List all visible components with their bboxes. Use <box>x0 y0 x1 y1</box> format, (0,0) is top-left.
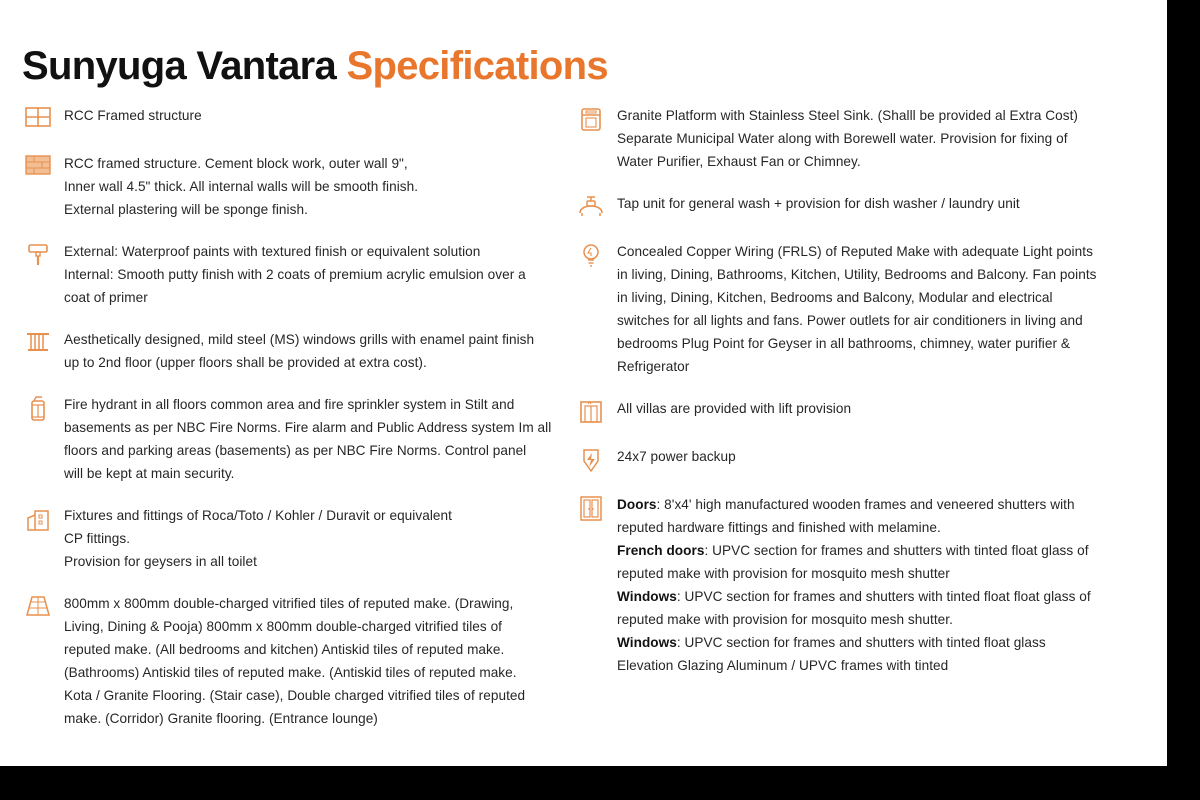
specification-text <box>617 493 1135 677</box>
specification-line-label: Windows <box>617 589 677 604</box>
elevator-icon <box>575 400 607 426</box>
specification-line-label: Windows <box>617 635 677 650</box>
specification-line: Tap unit for general wash + provision for dish washer / laundry unit <box>617 196 1020 211</box>
sanitary-fixtures-icon <box>22 507 54 533</box>
water-tap-icon <box>575 195 607 221</box>
specification-line: reputed hardware fittings and finished with melamine. <box>617 520 941 535</box>
specification-line: make. (Corridor) Granite flooring. (Entrance lounge) <box>64 711 378 726</box>
specification-line: (Bathrooms) Antiskid tiles of reputed make. (Antiskid tiles of reputed make. <box>64 665 517 680</box>
specification-line: 24x7 power backup <box>617 449 736 464</box>
specification-line: Water Purifier, Exhaust Fan or Chimney. <box>617 154 861 169</box>
specification-line: basements as per NBC Fire Norms. Fire alarm and Public Address system Im all <box>64 420 552 435</box>
kitchen-stove-icon <box>575 107 607 133</box>
specification-line: floors and parking areas (basements) as per NBC Fire Norms. Control panel <box>64 443 527 458</box>
specification-line: will be kept at main security. <box>64 466 235 481</box>
specification-text <box>617 104 1135 173</box>
floor-tiles-icon <box>22 595 54 621</box>
specification-item <box>575 445 1135 474</box>
specification-line: External: Waterproof paints with textured finish or equivalent solution <box>64 244 481 259</box>
specification-line: Inner wall 4.5" thick. All internal walls will be smooth finish. <box>64 179 419 194</box>
specification-line: in living, Dining, Kitchen, Bedrooms and Balcony, Modular and electrical <box>617 290 1053 305</box>
specification-text <box>64 504 567 573</box>
specification-text <box>617 397 1135 420</box>
specification-line: RCC framed structure. Cement block work, outer wall 9", <box>64 156 408 171</box>
specification-item <box>22 328 567 374</box>
specification-item <box>22 393 567 485</box>
specification-line-label: Doors <box>617 497 657 512</box>
specification-line: Separate Municipal Water along with Borewell water. Provision for fixing of <box>617 131 1068 146</box>
specification-line: bedrooms Plug Point for Geyser in all bathrooms, chimney, water purifier & <box>617 336 1070 351</box>
title-accent-word: Specifications <box>346 44 608 88</box>
specification-line: Internal: Smooth putty finish with 2 coats of premium acrylic emulsion over a <box>64 267 526 282</box>
left-specification-column <box>22 104 567 749</box>
specification-line: RCC Framed structure <box>64 108 202 123</box>
specification-line: in living, Dining, Bathrooms, Kitchen, Utility, Bedrooms and Balcony. Fan points <box>617 267 1097 282</box>
specification-text <box>64 240 567 309</box>
specification-line: French doors: UPVC section for frames and shutters with tinted float glass of <box>617 543 1089 558</box>
light-bulb-icon <box>575 243 607 269</box>
specification-line: reputed make with provision for mosquito mesh shutter <box>617 566 950 581</box>
specification-line: Granite Platform with Stainless Steel Sink. (Shalll be provided al Extra Cost) <box>617 108 1078 123</box>
specification-item <box>575 104 1135 173</box>
specification-line: switches for all lights and fans. Power outlets for air conditioners in living and <box>617 313 1083 328</box>
specification-item <box>22 104 567 133</box>
specification-line: External plastering will be sponge finish. <box>64 202 308 217</box>
specification-item <box>22 152 567 221</box>
specification-text <box>617 240 1135 378</box>
right-specification-column <box>575 104 1135 696</box>
specification-text <box>64 328 567 374</box>
specification-item <box>575 240 1135 378</box>
specification-item <box>22 592 567 730</box>
right-edge-band <box>1167 0 1200 800</box>
specification-line: Windows: UPVC section for frames and shutters with tinted float glass <box>617 635 1046 650</box>
specification-text <box>617 192 1135 215</box>
specification-item <box>22 240 567 309</box>
specification-item <box>575 493 1135 677</box>
specification-line: coat of primer <box>64 290 148 305</box>
specification-line: Fire hydrant in all floors common area and fire sprinkler system in Stilt and <box>64 397 515 412</box>
specification-line: reputed make. (All bedrooms and kitchen) Antiskid tiles of reputed make. <box>64 642 505 657</box>
specification-line: Aesthetically designed, mild steel (MS) windows grills with enamel paint finish <box>64 332 535 347</box>
specification-line: Provision for geysers in all toilet <box>64 554 257 569</box>
specification-line: Fixtures and fittings of Roca/Toto / Kohler / Duravit or equivalent <box>64 508 452 523</box>
brick-wall-icon <box>22 155 54 181</box>
specification-line: up to 2nd floor (upper floors shall be provided at extra cost). <box>64 355 427 370</box>
specification-text <box>617 445 1135 468</box>
paint-roller-icon <box>22 243 54 269</box>
specification-line: 800mm x 800mm double-charged vitrified tiles of reputed make. (Drawing, <box>64 596 514 611</box>
specification-text <box>64 104 567 127</box>
window-grill-icon <box>22 331 54 357</box>
specification-line: reputed make with provision for mosquito mesh shutter. <box>617 612 953 627</box>
title-project-name: Sunyuga Vantara <box>22 44 337 88</box>
specification-line-label: French doors <box>617 543 705 558</box>
specification-line: Elevation Glazing Aluminum / UPVC frames with tinted <box>617 658 949 673</box>
specification-line: CP fittings. <box>64 531 131 546</box>
specification-item <box>22 504 567 573</box>
specification-line: Windows: UPVC section for frames and shutters with tinted float float glass of <box>617 589 1091 604</box>
fire-extinguisher-icon <box>22 396 54 422</box>
bottom-edge-band <box>0 766 1167 800</box>
specification-line: Doors: 8'x4' high manufactured wooden frames and veneered shutters with <box>617 497 1075 512</box>
specification-item <box>575 397 1135 426</box>
specification-line: Kota / Granite Flooring. (Stair case), Double charged vitrified tiles of reputed <box>64 688 526 703</box>
specification-line: Refrigerator <box>617 359 690 374</box>
specification-text <box>64 152 567 221</box>
power-bolt-icon <box>575 448 607 474</box>
specification-text <box>64 592 567 730</box>
specification-text <box>64 393 567 485</box>
specification-columns <box>0 104 1167 744</box>
specification-line: Living, Dining & Pooja) 800mm x 800mm double-charged vitrified tiles of <box>64 619 503 634</box>
door-icon <box>575 496 607 522</box>
specification-line: All villas are provided with lift provision <box>617 401 852 416</box>
specification-line: Concealed Copper Wiring (FRLS) of Reputed Make with adequate Light points <box>617 244 1093 259</box>
specification-item <box>575 192 1135 221</box>
grid-structure-icon <box>22 107 54 133</box>
page-title <box>22 44 608 88</box>
